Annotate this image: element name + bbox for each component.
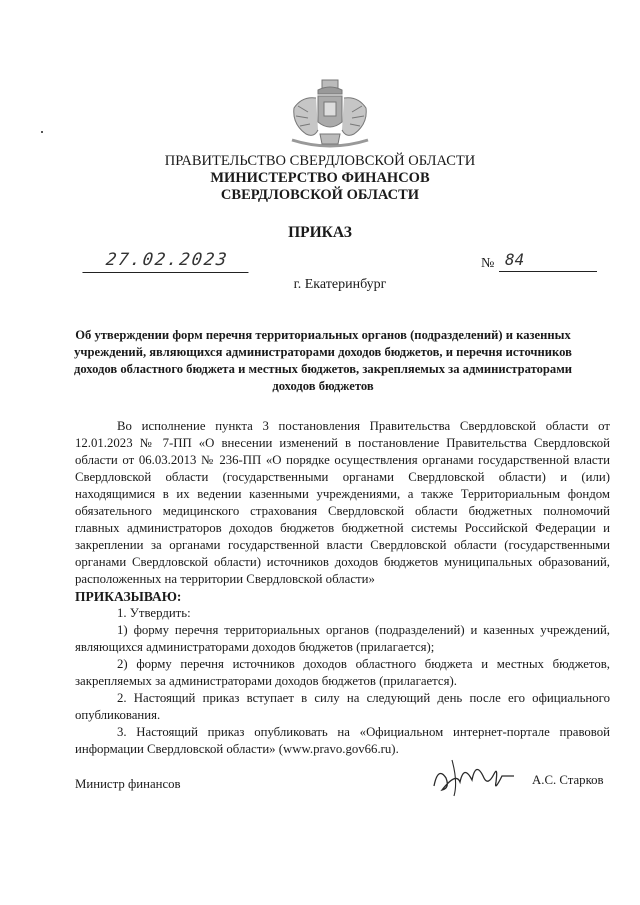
order-number: 84 bbox=[499, 250, 597, 272]
order-date: 27.02.2023 bbox=[82, 250, 251, 273]
handwritten-signature bbox=[428, 752, 518, 802]
government-name: ПРАВИТЕЛЬСТВО СВЕРДЛОВСКОЙ ОБЛАСТИ bbox=[164, 153, 476, 169]
item: 3. Настоящий приказ опубликовать на «Официальном интернет-портале правовой информации Свердловской области» (www.pravo.gov66.ru). bbox=[75, 725, 610, 756]
item: 2. Настоящий приказ вступает в силу на следующий день после его официального опубликования. bbox=[75, 691, 610, 722]
item: 1) форму перечня территориальных органов (подразделений) и казенных учреждений, являющихся администраторами доходов бюджетов (прилагается); bbox=[75, 623, 610, 654]
ministry-name-line2: СВЕРДЛОВСКОЙ ОБЛАСТИ bbox=[220, 187, 420, 203]
coat-of-arms-emblem bbox=[288, 78, 372, 154]
signatory-name: А.С. Старков bbox=[532, 773, 604, 787]
scan-speck bbox=[41, 131, 43, 133]
city: г. Екатеринбург bbox=[293, 277, 387, 292]
order-subject: Об утверждении форм перечня территориальных органов (подразделений) и казенных учреждений, являющихся администраторами доходов бюджетов, и перечня источников доходов областного бюджета и местных бюджетов, закрепляемых за администраторами доходов бюджетов bbox=[73, 328, 573, 393]
order-number-label: № bbox=[481, 256, 495, 271]
item: 2) форму перечня источников доходов областного бюджета и местных бюджетов, закрепляемых за администраторами доходов бюджетов (прилагается). bbox=[75, 657, 610, 688]
signatory-position: Министр финансов bbox=[75, 777, 181, 791]
order-body bbox=[75, 418, 610, 758]
preamble: Во исполнение пункта 3 постановления Правительства Свердловской области от 12.01.2023 № 7-ПП «О внесении изменений в постановление Правительства Свердловской области от 06.03.2013 № 236-ПП «О порядке осуществления органами государственной власти Свердловской области (государственными органами Свердловской области) и (или) находящимися в их ведении казенными учреждениями, а также Территориальным фондом обязательного медицинского страхования Свердловской области бюджетных полномочий главных администраторов доходов бюджетов бюджетной системы Российской Федерации и закреплении за органами государственной власти Свердловской области (государственными органами Свердловской области) источников доходов бюджетов муниципальных образований, расположенных на территории Свердловской области» bbox=[75, 419, 610, 586]
ministry-name-line1: МИНИСТЕРСТВО ФИНАНСОВ bbox=[210, 170, 430, 186]
item: 1. Утвердить: bbox=[117, 606, 191, 620]
document-type: ПРИКАЗ bbox=[288, 224, 352, 241]
order-word: ПРИКАЗЫВАЮ: bbox=[75, 589, 182, 604]
